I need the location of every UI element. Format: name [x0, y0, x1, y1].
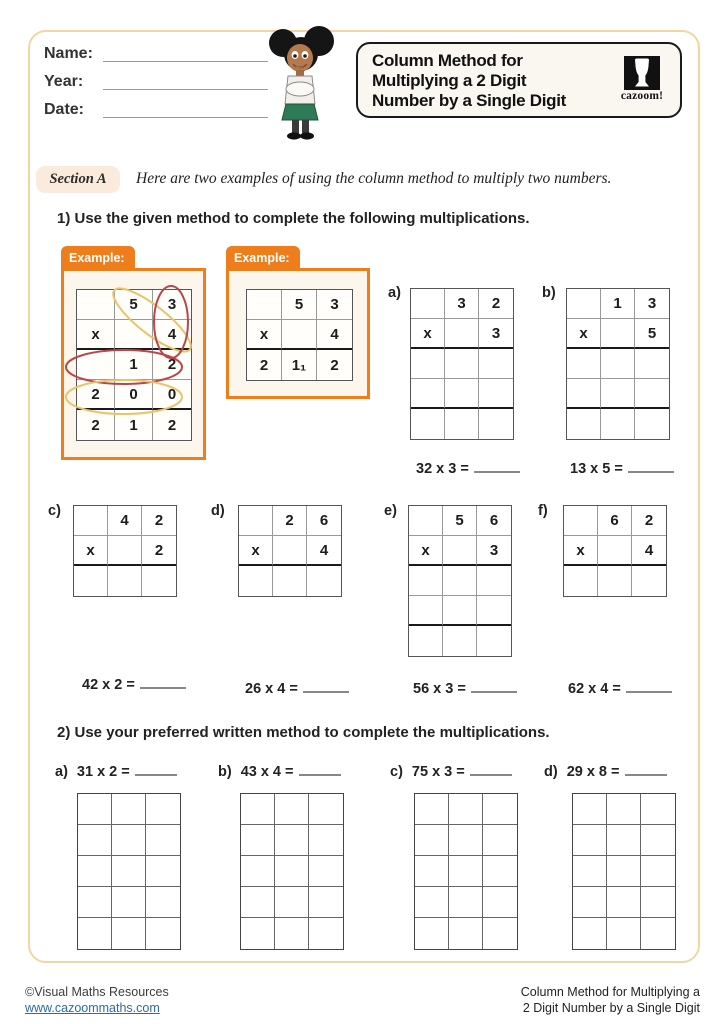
grid-cell — [275, 887, 309, 918]
problem-e-label: e) — [384, 503, 397, 519]
grid-cell — [307, 566, 341, 596]
grid-cell — [309, 825, 343, 856]
grid-cell — [632, 566, 666, 596]
answer-blank — [625, 763, 667, 776]
problem-f-label: f) — [538, 503, 548, 519]
grid-cell — [78, 825, 112, 856]
grid-cell — [641, 918, 675, 949]
grid-cell: 2 — [247, 350, 282, 380]
grid-cell — [443, 536, 477, 566]
grid-cell: x — [77, 320, 115, 350]
footer-left — [25, 984, 169, 1016]
grid-cell: 3 — [445, 289, 479, 319]
section-a-description: Here are two examples of using the column method to multiply two numbers. — [136, 170, 612, 187]
grid-cell — [598, 536, 632, 566]
grid-cell: 2 — [479, 289, 513, 319]
grid-cell — [415, 794, 449, 825]
grid-cell — [483, 856, 517, 887]
grid-cell — [78, 918, 112, 949]
footer-website-link[interactable]: www.cazoommaths.com — [25, 1001, 160, 1015]
cazoom-logo — [614, 56, 670, 102]
grid-cell: 1 — [115, 410, 153, 440]
problem-a-label: a) — [388, 285, 401, 301]
grid-cell — [241, 825, 275, 856]
title-line-1: Column Method for — [372, 51, 523, 70]
grid-cell — [449, 887, 483, 918]
q2-working-grid-b — [240, 793, 344, 950]
grid-cell: 5 — [635, 319, 669, 349]
grid-cell — [411, 409, 445, 439]
grid-cell — [607, 825, 641, 856]
grid-cell — [275, 856, 309, 887]
grid-cell: x — [411, 319, 445, 349]
grid-cell — [445, 349, 479, 379]
grid-cell — [273, 536, 307, 566]
grid-cell — [564, 506, 598, 536]
grid-cell: 0 — [115, 380, 153, 410]
grid-cell — [635, 349, 669, 379]
grid-cell: x — [247, 320, 282, 350]
name-field-label: Name: — [44, 45, 93, 62]
footer-doc-title-line1: Column Method for Multiplying a — [520, 985, 700, 999]
grid-cell — [477, 626, 511, 656]
grid-cell: 2 — [632, 506, 666, 536]
grid-cell — [641, 856, 675, 887]
footer-copyright: ©Visual Maths Resources — [25, 985, 169, 999]
q2-working-grid-c — [414, 793, 518, 950]
grid-cell — [449, 856, 483, 887]
grid-cell — [282, 320, 317, 350]
problem-a-caption: 32 x 3 = — [416, 460, 520, 477]
grid-cell — [567, 379, 601, 409]
grid-cell — [247, 290, 282, 320]
grid-cell — [483, 918, 517, 949]
grid-cell — [146, 856, 180, 887]
grid-cell — [411, 289, 445, 319]
grid-cell — [601, 319, 635, 349]
grid-cell: 6 — [307, 506, 341, 536]
grid-cell: 4 — [317, 320, 352, 350]
grid-cell — [443, 626, 477, 656]
grid-cell — [409, 566, 443, 596]
grid-cell — [115, 320, 153, 350]
grid-cell — [74, 566, 108, 596]
footer-right — [521, 984, 700, 1016]
grid-cell: 4 — [108, 506, 142, 536]
grid-cell — [411, 379, 445, 409]
grid-cell — [573, 825, 607, 856]
grid-cell — [112, 856, 146, 887]
grid-cell — [477, 596, 511, 626]
grid-cell — [146, 918, 180, 949]
grid-cell — [146, 794, 180, 825]
problem-c-grid — [73, 505, 177, 597]
cazoom-logo-text: cazoom! — [620, 90, 664, 102]
grid-cell — [449, 794, 483, 825]
example-1-grid — [76, 289, 192, 441]
name-field-line — [103, 61, 268, 62]
grid-cell — [445, 379, 479, 409]
date-field-label: Date: — [44, 101, 85, 118]
grid-cell — [112, 918, 146, 949]
worksheet-title-box — [356, 42, 682, 118]
problem-e-caption: 56 x 3 = — [413, 680, 517, 697]
grid-cell — [443, 566, 477, 596]
grid-cell: 2 — [330, 356, 339, 374]
grid-cell — [142, 566, 176, 596]
grid-cell — [483, 825, 517, 856]
grid-cell — [409, 626, 443, 656]
q2-problem-a: a) 31 x 2 = — [55, 763, 177, 780]
grid-cell — [309, 918, 343, 949]
grid-cell — [239, 566, 273, 596]
problem-f-grid — [563, 505, 667, 597]
grid-cell — [601, 409, 635, 439]
grid-cell — [443, 596, 477, 626]
grid-cell — [78, 856, 112, 887]
grid-cell — [108, 536, 142, 566]
grid-cell — [409, 506, 443, 536]
grid-cell — [567, 409, 601, 439]
grid-cell — [77, 290, 115, 320]
grid-cell: 2 — [142, 536, 176, 566]
example-1-box — [61, 268, 206, 460]
grid-cell — [275, 825, 309, 856]
grid-cell — [479, 379, 513, 409]
problem-c-caption: 42 x 2 = — [82, 676, 186, 693]
grid-cell — [607, 918, 641, 949]
grid-cell — [483, 887, 517, 918]
grid-cell — [607, 887, 641, 918]
answer-blank — [471, 680, 517, 693]
grid-cell: x — [567, 319, 601, 349]
answer-blank — [135, 763, 177, 776]
problem-d-caption: 26 x 4 = — [245, 680, 349, 697]
grid-cell — [445, 409, 479, 439]
grid-cell — [564, 566, 598, 596]
problem-b-label: b) — [542, 285, 556, 301]
grid-cell: 5 — [115, 290, 153, 320]
problem-d-label: d) — [211, 503, 225, 519]
answer-blank — [299, 763, 341, 776]
year-field-label: Year: — [44, 73, 84, 90]
grid-cell — [411, 349, 445, 379]
grid-cell — [241, 794, 275, 825]
problem-d-grid — [238, 505, 342, 597]
grid-cell — [449, 825, 483, 856]
grid-cell — [415, 918, 449, 949]
grid-cell — [146, 825, 180, 856]
grid-cell — [445, 319, 479, 349]
footer-doc-title-line2: 2 Digit Number by a Single Digit — [522, 1001, 700, 1015]
grid-cell — [598, 566, 632, 596]
worksheet-title — [372, 51, 566, 111]
grid-cell: 2 — [77, 410, 115, 440]
grid-cell: 4 — [632, 536, 666, 566]
grid-cell — [241, 887, 275, 918]
grid-cell — [273, 566, 307, 596]
q2-problem-c: c) 75 x 3 = — [390, 763, 512, 780]
grid-cell — [409, 596, 443, 626]
problem-f-caption: 62 x 4 = — [568, 680, 672, 697]
grid-cell — [449, 918, 483, 949]
grid-cell — [641, 825, 675, 856]
grid-cell: x — [239, 536, 273, 566]
q2-working-grid-a — [77, 793, 181, 950]
grid-cell — [146, 887, 180, 918]
grid-cell: 3 — [317, 290, 352, 320]
grid-cell — [77, 350, 115, 380]
question-1-heading: 1) Use the given method to complete the following multiplications. — [57, 210, 530, 227]
grid-cell — [112, 825, 146, 856]
grid-cell — [239, 506, 273, 536]
problem-b-caption: 13 x 5 = — [570, 460, 674, 477]
grid-cell: 1 — [601, 289, 635, 319]
grid-cell — [309, 794, 343, 825]
section-a-badge: Section A — [36, 166, 120, 193]
grid-cell — [241, 856, 275, 887]
grid-cell: x — [74, 536, 108, 566]
grid-cell: 5 — [443, 506, 477, 536]
grid-cell: x — [564, 536, 598, 566]
grid-cell — [479, 349, 513, 379]
grid-cell — [415, 887, 449, 918]
grid-cell: 2 — [153, 350, 191, 380]
grid-cell — [309, 887, 343, 918]
answer-blank — [474, 460, 520, 473]
answer-blank — [470, 763, 512, 776]
grid-cell — [601, 349, 635, 379]
grid-cell: 1₁ — [282, 350, 317, 380]
grid-cell: x — [409, 536, 443, 566]
grid-cell — [78, 794, 112, 825]
grid-cell — [567, 349, 601, 379]
title-line-3: Number by a Single Digit — [372, 91, 566, 110]
answer-blank — [626, 680, 672, 693]
grid-cell — [479, 409, 513, 439]
problem-a-grid — [410, 288, 514, 440]
q2-problem-d: d) 29 x 8 = — [544, 763, 667, 780]
grid-cell — [78, 887, 112, 918]
grid-cell — [573, 856, 607, 887]
grid-cell: 3 — [153, 290, 191, 320]
grid-cell: 3 — [479, 319, 513, 349]
example-2-tab: Example: — [226, 246, 300, 270]
grid-cell — [309, 856, 343, 887]
grid-cell — [275, 918, 309, 949]
example-2-box — [226, 268, 370, 399]
grid-cell: 1 — [115, 350, 153, 380]
grid-cell: 6 — [598, 506, 632, 536]
grid-cell: 6 — [477, 506, 511, 536]
year-field-line — [103, 89, 268, 90]
grid-cell: 3 — [477, 536, 511, 566]
grid-cell — [477, 566, 511, 596]
grid-cell — [112, 887, 146, 918]
grid-cell — [241, 918, 275, 949]
q2-working-grid-d — [572, 793, 676, 950]
grid-cell — [607, 856, 641, 887]
grid-cell — [635, 409, 669, 439]
grid-cell: 4 — [307, 536, 341, 566]
q2-problem-b: b) 43 x 4 = — [218, 763, 341, 780]
cazoom-logo-icon — [623, 56, 661, 90]
problem-c-label: c) — [48, 503, 61, 519]
grid-cell: 2 — [77, 380, 115, 410]
grid-cell — [635, 379, 669, 409]
question-2-heading: 2) Use your preferred written method to complete the multiplications. — [57, 724, 550, 741]
grid-cell — [415, 825, 449, 856]
grid-cell: 4 — [153, 320, 191, 350]
grid-cell: 2 — [142, 506, 176, 536]
answer-blank — [628, 460, 674, 473]
student-character-illustration — [266, 26, 338, 140]
problem-b-grid — [566, 288, 670, 440]
grid-cell: 0 — [153, 380, 191, 410]
grid-cell: 2 — [167, 416, 177, 434]
answer-blank — [303, 680, 349, 693]
grid-cell — [112, 794, 146, 825]
grid-cell — [567, 289, 601, 319]
grid-cell — [607, 794, 641, 825]
grid-cell — [573, 887, 607, 918]
grid-cell — [415, 856, 449, 887]
grid-cell: 3 — [635, 289, 669, 319]
answer-blank — [140, 676, 186, 689]
grid-cell — [74, 506, 108, 536]
problem-e-grid — [408, 505, 512, 657]
grid-cell — [483, 794, 517, 825]
grid-cell — [641, 794, 675, 825]
grid-cell: 2 — [273, 506, 307, 536]
grid-cell — [573, 918, 607, 949]
grid-cell — [573, 794, 607, 825]
grid-cell — [275, 794, 309, 825]
example-2-grid — [246, 289, 353, 381]
grid-cell: 5 — [282, 290, 317, 320]
example-1-tab: Example: — [61, 246, 135, 270]
grid-cell — [601, 379, 635, 409]
title-line-2: Multiplying a 2 Digit — [372, 71, 527, 90]
date-field-line — [103, 117, 268, 118]
grid-cell — [108, 566, 142, 596]
grid-cell — [641, 887, 675, 918]
